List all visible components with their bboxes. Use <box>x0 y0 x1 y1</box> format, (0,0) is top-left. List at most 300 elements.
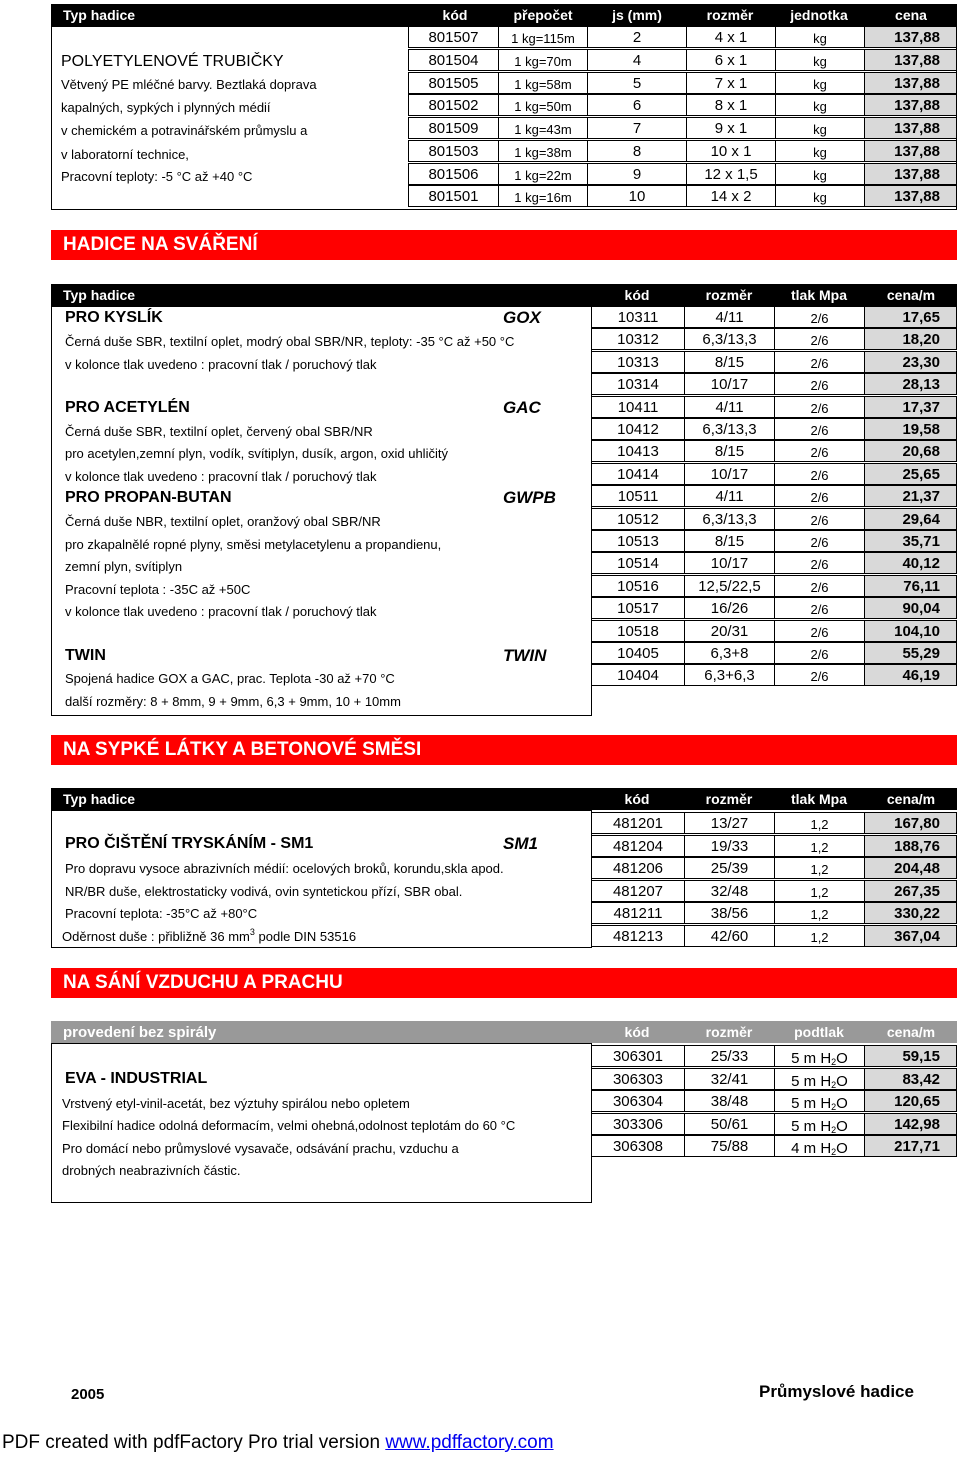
size-cell <box>684 575 775 597</box>
conversion-cell-value: 1 kg=115m <box>511 31 575 46</box>
price-cell <box>864 1068 957 1090</box>
code-cell <box>591 552 685 574</box>
vacuum-subscript: 2 <box>831 1124 837 1135</box>
price-cell <box>864 620 957 642</box>
price-cell <box>864 49 957 71</box>
price-cell-value: 367,04 <box>894 928 940 945</box>
unit-cell <box>775 140 865 162</box>
vacuum-amount: 5 m H <box>791 1117 832 1135</box>
code-cell-value: 10414 <box>617 465 659 483</box>
wall-cell-value: 4 <box>632 51 642 69</box>
price-cell <box>864 508 957 530</box>
price-cell <box>864 1090 957 1112</box>
bulk-desc-line: Pracovní teplota: -35°C až +80°C <box>65 906 258 921</box>
pressure-cell-value: 2/6 <box>810 624 829 640</box>
dust-banner <box>51 968 957 998</box>
pressure-cell <box>774 396 865 418</box>
pe-desc-line: v chemickém a potravinářském průmyslu a <box>61 123 308 138</box>
size-cell-value: 25/33 <box>710 1048 749 1065</box>
conversion-cell-value: 1 kg=43m <box>514 122 572 137</box>
unit-cell-value: kg <box>813 76 827 92</box>
vacuum-subscript: 2 <box>831 1079 837 1090</box>
welding-table-header <box>51 284 957 306</box>
price-cell <box>864 530 957 552</box>
size-cell-value: 32/41 <box>710 1070 749 1088</box>
price-cell <box>864 117 957 139</box>
code-cell <box>591 664 685 686</box>
code-cell-value: 801505 <box>428 74 479 92</box>
unit-cell <box>775 94 865 116</box>
abrasion-text: Oděrnost duše : přibližně 36 mm <box>62 929 250 944</box>
size-cell-value: 38/48 <box>710 1093 749 1111</box>
price-cell <box>864 94 957 116</box>
dust-desc-line: Vrstvený etyl-vinil-acetát, bez výztuhy spirálou nebo opletem <box>62 1096 410 1111</box>
conversion-cell-value: 1 kg=16m <box>514 190 572 206</box>
price-cell <box>864 1135 957 1157</box>
wall-cell-value: 8 <box>632 142 642 160</box>
size-cell <box>684 664 775 686</box>
acetylene-desc-line: Černá duše SBR, textilní oplet, červený obal SBR/NR <box>65 424 373 439</box>
code-cell <box>591 508 685 530</box>
code-cell-value: 10312 <box>617 331 659 349</box>
code-cell <box>591 1135 685 1157</box>
size-cell-value: 10 x 1 <box>710 142 752 160</box>
size-cell-value: 8/15 <box>714 353 745 371</box>
code-cell-value: 481204 <box>612 837 664 855</box>
code-cell <box>408 117 499 139</box>
col-pressure: tlak Mpa <box>790 287 848 303</box>
code-cell-value: 10311 <box>617 309 659 326</box>
price-cell-value: 120,65 <box>894 1093 940 1111</box>
pressure-cell-value: 2/6 <box>810 378 829 394</box>
price-cell <box>864 1045 957 1067</box>
pressure-cell-value: 1,2 <box>810 930 829 945</box>
price-cell <box>864 185 957 207</box>
price-cell-value: 23,30 <box>902 353 940 371</box>
pressure-cell <box>774 835 865 857</box>
pdf-banner <box>2 1432 554 1454</box>
oxy-title: PRO KYSLÍK <box>65 309 163 326</box>
size-cell <box>686 163 776 185</box>
pressure-cell <box>774 880 865 902</box>
col-conversion: přepočet <box>513 7 573 23</box>
pressure-cell-value: 1,2 <box>810 907 829 923</box>
pressure-cell <box>774 597 865 619</box>
price-cell <box>864 902 957 924</box>
price-cell <box>864 396 957 418</box>
bulk-desc-line: NR/BR duše, elektrostaticky vodivá, ovin syntetickou přízí, SBR obal. <box>65 884 463 899</box>
price-cell <box>864 835 957 857</box>
size-cell <box>686 140 776 162</box>
pressure-cell-value: 1,2 <box>810 862 829 878</box>
price-cell-value: 76,11 <box>903 577 940 595</box>
size-cell-value: 14 x 2 <box>710 188 752 206</box>
code-cell <box>591 620 685 642</box>
acetylene-title: PRO ACETYLÉN <box>65 399 190 416</box>
col-size: rozměr <box>705 287 753 303</box>
code-cell <box>591 857 685 879</box>
bulk-section <box>51 788 957 948</box>
oxy-desc-line: Černá duše SBR, textilní oplet, modrý obal SBR/NR, teploty: -35 °C až +50 °C <box>65 334 515 349</box>
propane-desc-line: pro zkapalnělé ropné plyny, směsi metylacetylenu a propandienu, <box>65 537 442 552</box>
price-cell-value: 25,65 <box>902 465 940 483</box>
pressure-cell <box>774 351 865 373</box>
pressure-cell-value: 2/6 <box>810 647 829 662</box>
unit-cell-value: kg <box>813 122 827 137</box>
pressure-cell-value: 2/6 <box>810 445 829 461</box>
twin-desc-line: Spojená hadice GOX a GAC, prac. Teplota -30 až +70 °C <box>65 671 395 686</box>
code-cell-value: 10513 <box>617 533 659 550</box>
code-cell-value: 306301 <box>612 1048 664 1065</box>
size-cell-value: 32/48 <box>710 882 749 900</box>
code-cell-value: 10413 <box>617 443 659 461</box>
unit-cell <box>775 163 865 185</box>
conversion-cell <box>498 49 588 71</box>
code-cell <box>591 373 685 395</box>
price-cell <box>864 485 957 507</box>
unit-cell <box>775 185 865 207</box>
pdf-link[interactable]: www.pdffactory.com <box>385 1432 554 1453</box>
vacuum-unit: O <box>836 1140 848 1158</box>
size-cell <box>684 1068 775 1090</box>
code-cell-value: 10516 <box>617 577 659 595</box>
price-cell-value: 137,88 <box>894 97 940 115</box>
unit-cell-value: kg <box>813 31 827 46</box>
size-cell <box>686 185 776 207</box>
size-cell-value: 6,3/13,3 <box>702 421 757 438</box>
unit-cell-value: kg <box>813 190 827 206</box>
col-price: cena/m <box>886 791 936 807</box>
price-cell-value: 217,71 <box>894 1138 940 1156</box>
price-cell-value: 21,37 <box>902 488 940 506</box>
code-cell-value: 10514 <box>617 555 659 573</box>
size-cell <box>684 812 775 834</box>
vacuum-cell-value <box>791 1118 848 1135</box>
pressure-cell-value: 2/6 <box>810 535 829 550</box>
code-cell-value: 481213 <box>612 928 664 945</box>
col-vacuum: podtlak <box>794 1024 844 1040</box>
pe-tubes-section <box>51 4 957 210</box>
price-cell <box>864 140 957 162</box>
size-cell <box>684 642 775 664</box>
size-cell-value: 8/15 <box>714 533 745 550</box>
conversion-cell <box>498 185 588 207</box>
code-cell <box>591 575 685 597</box>
code-cell <box>591 1068 685 1090</box>
size-cell <box>684 508 775 530</box>
wall-cell-value: 9 <box>632 165 642 183</box>
price-cell-value: 142,98 <box>894 1115 940 1133</box>
pressure-cell <box>774 485 865 507</box>
acetylene-desc-line: pro acetylen,zemní plyn, vodík, svítiplyn, dusík, argon, oxid uhličitý <box>65 446 448 461</box>
pressure-cell <box>774 418 865 440</box>
size-cell <box>684 373 775 395</box>
price-cell <box>864 880 957 902</box>
code-cell-value: 801504 <box>428 51 479 69</box>
code-cell-value: 306303 <box>612 1070 664 1088</box>
price-cell-value: 40,12 <box>902 555 940 573</box>
price-cell-value: 104,10 <box>894 622 940 640</box>
size-cell <box>684 440 775 462</box>
price-cell-value: 19,58 <box>902 421 940 438</box>
twin-desc-line: další rozměry: 8 + 8mm, 9 + 9mm, 6,3 + 9mm, 10 + 10mm <box>65 694 401 709</box>
dust-table-header <box>51 1021 957 1043</box>
wall-cell <box>587 185 687 207</box>
conversion-cell <box>498 94 588 116</box>
size-cell-value: 8/15 <box>714 443 745 461</box>
dust-section <box>51 1021 957 1203</box>
size-cell <box>684 880 775 902</box>
pressure-cell-value: 2/6 <box>810 512 829 528</box>
oxy-desc-line: v kolonce tlak uvedeno : pracovní tlak / poruchový tlak <box>65 357 377 372</box>
code-cell-value: 10511 <box>617 488 659 506</box>
code-cell <box>591 1045 685 1067</box>
conversion-cell-value: 1 kg=50m <box>514 99 572 115</box>
size-cell-value: 38/56 <box>710 905 749 923</box>
conversion-cell-value: 1 kg=22m <box>514 167 572 183</box>
code-cell <box>591 880 685 902</box>
footer-year: 2005 <box>71 1386 105 1403</box>
size-cell-value: 16/26 <box>710 600 749 618</box>
vacuum-amount: 4 m H <box>791 1140 832 1158</box>
size-cell-value: 6,3+8 <box>710 645 749 662</box>
conversion-cell <box>498 72 588 94</box>
size-cell <box>684 485 775 507</box>
code-cell-value: 481207 <box>612 882 664 900</box>
price-cell <box>864 575 957 597</box>
wall-cell <box>587 117 687 139</box>
price-cell-value: 55,29 <box>902 645 940 662</box>
pressure-cell-value: 1,2 <box>810 884 829 900</box>
pressure-cell-value: 2/6 <box>810 490 829 506</box>
price-cell-value: 267,35 <box>894 882 940 900</box>
propane-desc-line: zemní plyn, svítiplyn <box>65 559 183 574</box>
price-cell <box>864 642 957 664</box>
code-cell-value: 801502 <box>428 97 479 115</box>
vacuum-cell-value <box>791 1050 848 1067</box>
size-cell-value: 4/11 <box>715 309 744 326</box>
propane-desc-line: Pracovní teplota : -35C až +50C <box>65 582 251 597</box>
code-cell <box>591 1113 685 1135</box>
pressure-cell-value: 2/6 <box>810 602 829 618</box>
unit-cell <box>775 117 865 139</box>
unit-cell <box>775 72 865 94</box>
vacuum-cell <box>774 1045 865 1067</box>
code-cell <box>591 328 685 350</box>
pressure-cell-value: 1,2 <box>810 839 829 855</box>
propane-title: PRO PROPAN-BUTAN <box>65 489 232 506</box>
price-cell-value: 28,13 <box>902 376 940 394</box>
pressure-cell-value: 2/6 <box>810 311 829 326</box>
propane-code: GWPB <box>503 488 556 507</box>
dust-desc-line: Pro domácí nebo průmyslové vysavače, odsávání prachu, vzduchu a <box>62 1141 459 1156</box>
size-cell <box>684 902 775 924</box>
dust-banner-text: NA SÁNÍ VZDUCHU A PRACHU <box>63 972 343 993</box>
conversion-cell <box>498 163 588 185</box>
price-cell-value: 137,88 <box>894 142 940 160</box>
size-cell-value: 75/88 <box>710 1138 749 1156</box>
code-cell <box>591 440 685 462</box>
footer-title: Průmyslové hadice <box>759 1382 914 1401</box>
code-cell <box>408 140 499 162</box>
size-cell <box>684 1090 775 1112</box>
vacuum-subscript: 2 <box>831 1057 837 1067</box>
dust-desc-line: drobných neabrazivních částic. <box>62 1163 241 1178</box>
price-cell-value: 137,88 <box>894 74 940 92</box>
pdf-banner-text: PDF created with pdfFactory Pro trial version <box>2 1432 386 1453</box>
vacuum-cell-value <box>791 1095 848 1112</box>
pressure-cell <box>774 373 865 395</box>
price-cell <box>864 26 957 48</box>
vacuum-cell <box>774 1068 865 1090</box>
code-cell-value: 10512 <box>617 510 659 528</box>
code-cell-value: 801503 <box>428 142 479 160</box>
code-cell-value: 801509 <box>428 120 479 137</box>
vacuum-unit: O <box>836 1050 848 1067</box>
code-cell-value: 481206 <box>612 860 664 878</box>
col-unit: jednotka <box>790 7 848 23</box>
col-size: rozměr <box>705 1024 753 1040</box>
wall-cell-value: 7 <box>632 120 642 137</box>
code-cell <box>591 1090 685 1112</box>
code-cell <box>591 642 685 664</box>
size-cell <box>686 94 776 116</box>
code-cell-value: 10405 <box>617 645 659 662</box>
bulk-desc-line <box>62 927 356 944</box>
conversion-cell-value: 1 kg=70m <box>514 53 572 69</box>
price-cell-value: 137,88 <box>894 188 940 206</box>
unit-cell-value: kg <box>813 99 827 115</box>
bulk-banner <box>51 735 957 765</box>
size-cell <box>684 620 775 642</box>
col-code: kód <box>624 791 650 807</box>
wall-cell <box>587 163 687 185</box>
vacuum-cell-value <box>791 1073 848 1090</box>
col-code: kód <box>624 287 650 303</box>
vacuum-unit: O <box>836 1095 848 1113</box>
pe-desc-line: kapalných, sypkých i plynných médií <box>61 100 271 115</box>
code-cell-value: 481211 <box>613 905 663 923</box>
size-cell <box>684 925 775 947</box>
code-cell-value: 801501 <box>428 188 479 206</box>
vacuum-unit: O <box>836 1117 848 1135</box>
price-cell <box>864 351 957 373</box>
col-size: rozměr <box>705 791 753 807</box>
code-cell-value: 481201 <box>612 815 664 832</box>
dust-desc-line: Flexibilní hadice odolná deformacím, velmi ohebná,odolnost teplotám do 60 °C <box>62 1118 516 1133</box>
size-cell <box>684 835 775 857</box>
price-cell <box>864 463 957 485</box>
size-cell-value: 12 x 1,5 <box>704 165 758 183</box>
vacuum-cell <box>774 1135 865 1157</box>
code-cell-value: 10314 <box>617 376 659 394</box>
bulk-desc-line: Pro dopravu vysoce abrazivních médií: ocelových broků, korundu,skla apod. <box>65 861 504 876</box>
code-cell <box>591 597 685 619</box>
pressure-cell-value: 2/6 <box>810 355 829 371</box>
pressure-cell <box>774 925 865 947</box>
unit-cell <box>775 26 865 48</box>
pressure-cell <box>774 902 865 924</box>
size-cell-value: 6 x 1 <box>714 51 748 69</box>
size-cell <box>684 351 775 373</box>
wall-cell <box>587 72 687 94</box>
pressure-cell <box>774 306 865 328</box>
col-wall: js (mm) <box>612 7 662 23</box>
col-size: rozměr <box>706 7 754 23</box>
pressure-cell <box>774 552 865 574</box>
vacuum-cell <box>774 1113 865 1135</box>
price-cell-value: 137,88 <box>894 51 940 69</box>
code-cell <box>591 306 685 328</box>
pressure-cell <box>774 440 865 462</box>
wall-cell <box>587 94 687 116</box>
price-cell-value: 35,71 <box>902 533 940 550</box>
price-cell <box>864 812 957 834</box>
size-cell-value: 9 x 1 <box>714 120 748 137</box>
pressure-cell-value: 1,2 <box>810 817 829 832</box>
pressure-cell-value: 2/6 <box>810 669 829 685</box>
price-cell-value: 188,76 <box>894 837 940 855</box>
col-price: cena <box>895 7 927 23</box>
pressure-cell <box>774 508 865 530</box>
col-price: cena/m <box>886 287 936 303</box>
vacuum-amount: 5 m H <box>791 1050 832 1067</box>
conversion-cell <box>498 140 588 162</box>
price-cell-value: 167,80 <box>894 815 940 832</box>
code-cell-value: 801507 <box>428 29 479 46</box>
price-cell <box>864 1113 957 1135</box>
size-cell-value: 42/60 <box>710 928 749 945</box>
size-cell <box>684 552 775 574</box>
size-cell-value: 19/33 <box>710 837 749 855</box>
welding-banner-text: HADICE NA SVÁŘENÍ <box>63 234 258 255</box>
price-cell <box>864 306 957 328</box>
bulk-table-header <box>51 788 957 810</box>
price-cell-value: 83,42 <box>902 1070 940 1088</box>
size-cell-value: 6,3/13,3 <box>702 331 757 349</box>
size-cell <box>684 597 775 619</box>
pressure-cell-value: 2/6 <box>810 400 829 416</box>
pe-table-header <box>51 4 957 26</box>
vacuum-amount: 5 m H <box>791 1095 832 1113</box>
pressure-cell-value: 2/6 <box>810 333 829 349</box>
size-cell <box>684 1113 775 1135</box>
code-cell-value: 303306 <box>612 1115 664 1133</box>
price-cell-value: 20,68 <box>902 443 940 461</box>
size-cell <box>684 328 775 350</box>
size-cell-value: 10/17 <box>710 465 749 483</box>
code-cell <box>591 530 685 552</box>
welding-section <box>51 284 957 716</box>
col-price: cena/m <box>886 1024 936 1040</box>
vacuum-cell <box>774 1090 865 1112</box>
size-cell-value: 20/31 <box>710 622 749 640</box>
unit-cell-value: kg <box>813 53 827 69</box>
size-cell <box>686 49 776 71</box>
propane-desc-line: v kolonce tlak uvedeno : pracovní tlak / poruchový tlak <box>65 604 377 619</box>
wall-cell <box>587 26 687 48</box>
unit-cell-value: kg <box>813 144 827 160</box>
code-cell-value: 10313 <box>617 353 659 371</box>
col-code: kód <box>624 1024 650 1040</box>
wall-cell <box>587 140 687 162</box>
code-cell-value: 801506 <box>428 165 479 183</box>
size-cell-value: 8 x 1 <box>714 97 748 115</box>
dust-title: EVA - INDUSTRIAL <box>65 1070 208 1087</box>
price-cell <box>864 597 957 619</box>
unit-cell <box>775 49 865 71</box>
pressure-cell <box>774 463 865 485</box>
